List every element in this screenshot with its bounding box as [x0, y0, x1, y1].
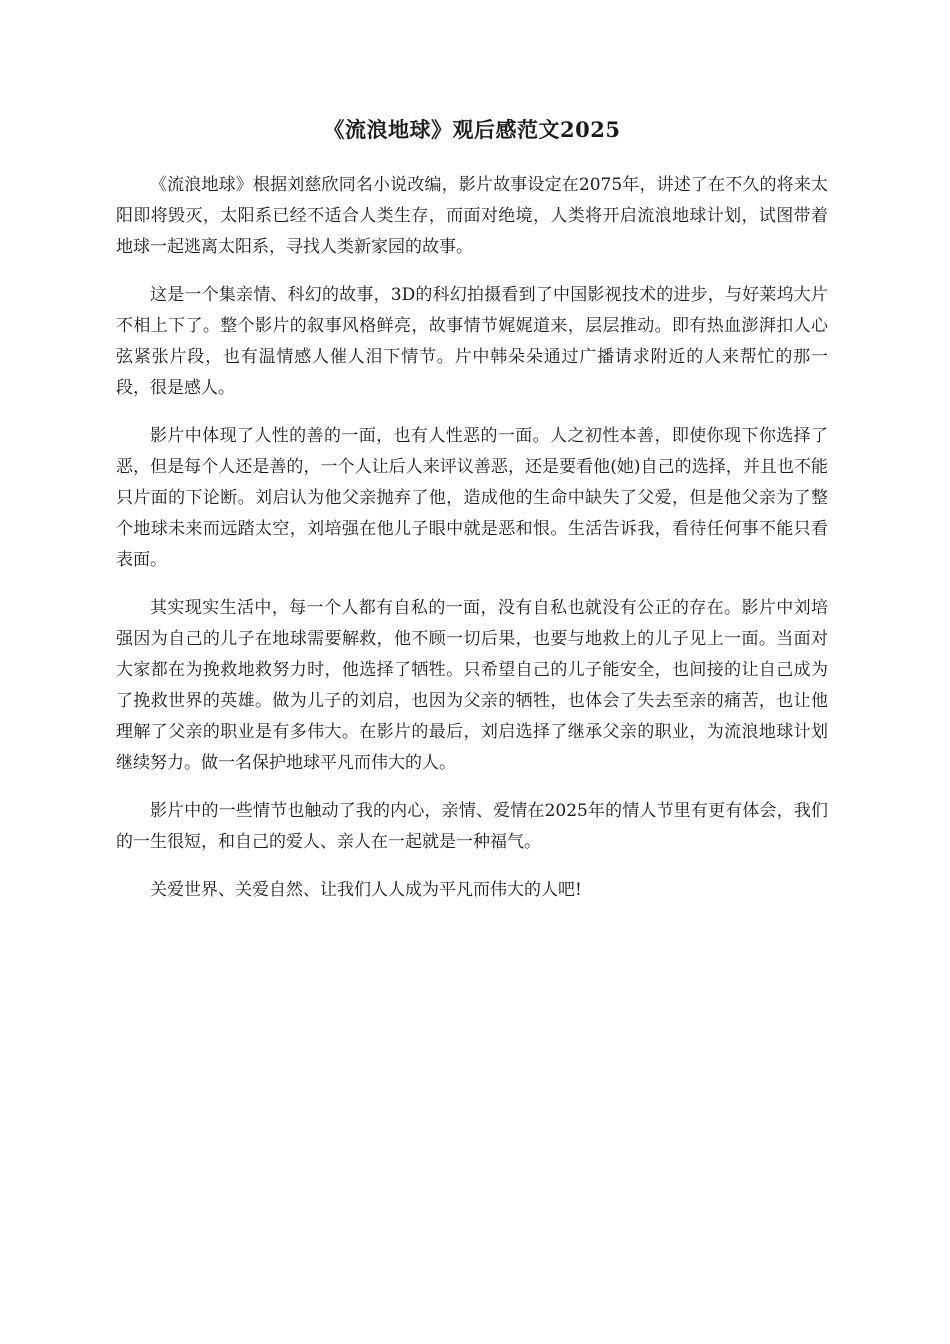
paragraph-5: 影片中的一些情节也触动了我的内心，亲情、爱情在2025年的情人节里有更有体会，我们的一生很短，和自己的爱人、亲人在一起就是一种福气。 — [116, 801, 828, 852]
document-body — [116, 170, 828, 906]
paragraph-1: 《流浪地球》根据刘慈欣同名小说改编，影片故事设定在2075年，讲述了在不久的将来太阳即将毁灭，太阳系已经不适合人类生存，而面对绝境，人类将开启流浪地球计划，试图带着地球一起逃离太阳系，寻找人类新家园的故事。 — [116, 175, 828, 257]
document-page — [116, 112, 828, 923]
paragraph-2: 这是一个集亲情、科幻的故事，3D的科幻拍摄看到了中国影视技术的进步，与好莱坞大片不相上下了。整个影片的叙事风格鲜亮，故事情节娓娓道来，层层推动。即有热血澎湃扣人心弦紧张片段，也有温情感人催人泪下情节。片中韩朵朵通过广播请求附近的人来帮忙的那一段，很是感人。 — [116, 285, 828, 398]
paragraph-6: 关爱世界、关爱自然、让我们人人成为平凡而伟大的人吧! — [150, 880, 582, 900]
paragraph-3: 影片中体现了人性的善的一面，也有人性恶的一面。人之初性本善，即使你现下你选择了恶，但是每个人还是善的，一个人让后人来评议善恶，还是要看他(她)自己的选择，并且也不能只片面的下论断。刘启认为他父亲抛弃了他，造成他的生命中缺失了父爱，但是他父亲为了整个地球未来而远踏太空，刘培强在他儿子眼中就是恶和恨。生活告诉我，看待任何事不能只看表面。 — [116, 426, 828, 570]
paragraph-4: 其实现实生活中，每一个人都有自私的一面，没有自私也就没有公正的存在。影片中刘培强因为自己的儿子在地球需要解救，他不顾一切后果，也要与地救上的儿子见上一面。当面对大家都在为挽救地救努力时，他选择了牺牲。只希望自己的儿子能安全，也间接的让自己成为了挽救世界的英雄。做为儿子的刘启，也因为父亲的牺牲，也体会了失去至亲的痛苦，也让他理解了父亲的职业是有多伟大。在影片的最后，刘启选择了继承父亲的职业，为流浪地球计划继续努力。做一名保护地球平凡而伟大的人。 — [116, 598, 828, 773]
document-title: 《流浪地球》观后感范文2025 — [323, 117, 621, 142]
